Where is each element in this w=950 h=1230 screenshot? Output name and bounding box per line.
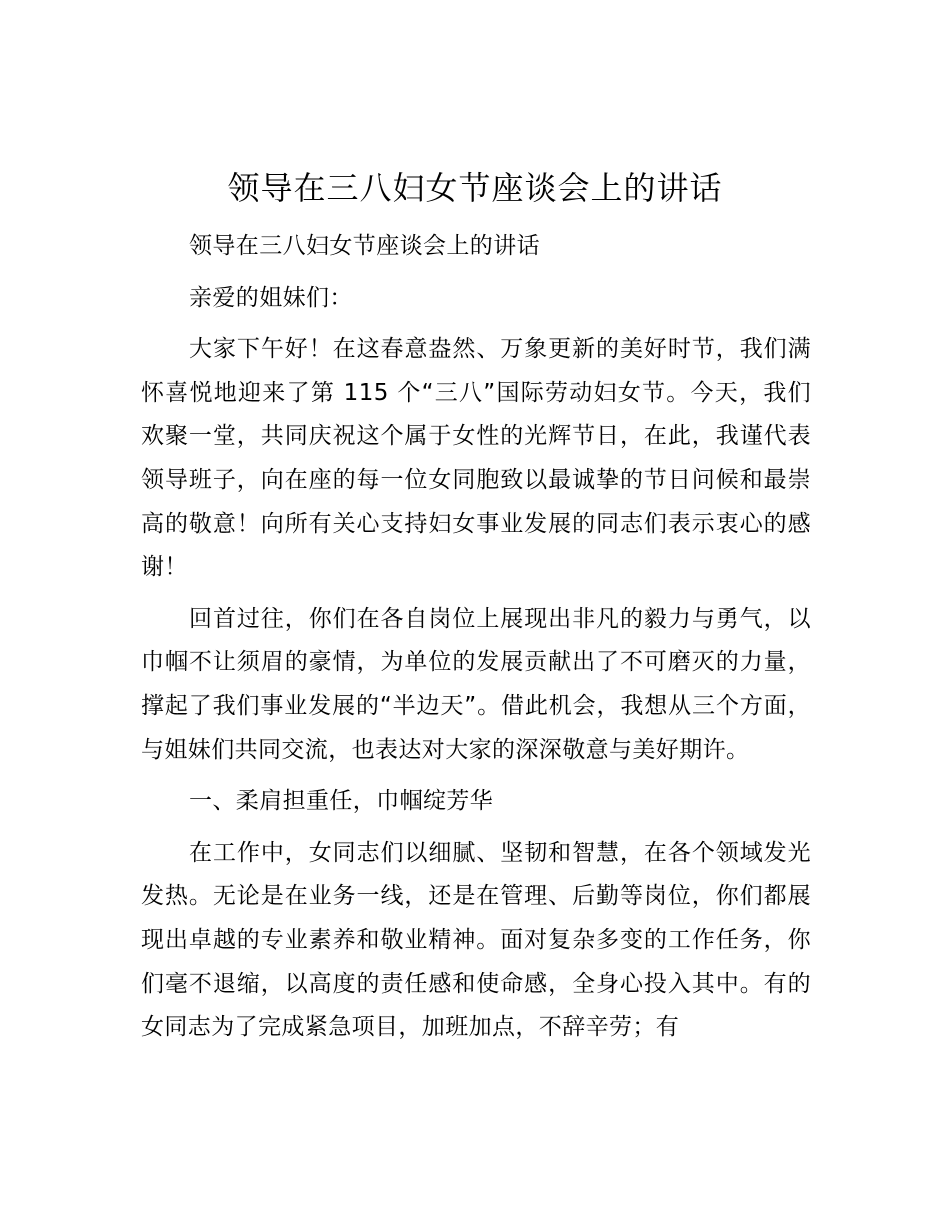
paragraph-section-1: 在工作中，女同志们以细腻、坚韧和智慧，在各个领域发光发热。无论是在业务一线，还是在管理、后勤等岗位，你们都展现出卓越的专业素养和敬业精神。面对复杂多变的工作任务，你们毫不退缩，以高度的责任感和使命感，全身心投入其中。有的女同志为了完成紧急项目，加班加点，不辞辛劳；有 <box>141 839 811 1041</box>
document-title: 领导在三八妇女节座谈会上的讲话 <box>227 169 723 207</box>
paragraph-greeting: 大家下午好！在这春意盎然、万象更新的美好时节，我们满怀喜悦地迎来了第 115 个“三八”国际劳动妇女节。今天，我们欢聚一堂，共同庆祝这个属于女性的光辉节日，在此，我谨代表领导班子，向在座的每一位女同胞致以最诚挚的节日问候和最崇高的敬意！向所有关心支持妇女事业发展的同志们表示衷心的感谢！ <box>141 336 811 581</box>
section-heading-1: 一、柔肩担重任，巾帼绽芳华 <box>189 788 494 815</box>
paragraph-salutation: 亲爱的姐妹们： <box>189 284 353 311</box>
paragraph-subtitle: 领导在三八妇女节座谈会上的讲话 <box>189 233 540 259</box>
paragraph-review: 回首过往，你们在各自岗位上展现出非凡的毅力与勇气，以巾帼不让须眉的豪情，为单位的发展贡献出了不可磨灭的力量，撑起了我们事业发展的“半边天”。借此机会，我想从三个方面，与姐妹们共同交流，也表达对大家的深深敬意与美好期许。 <box>141 605 811 763</box>
document-body <box>141 225 811 1058</box>
